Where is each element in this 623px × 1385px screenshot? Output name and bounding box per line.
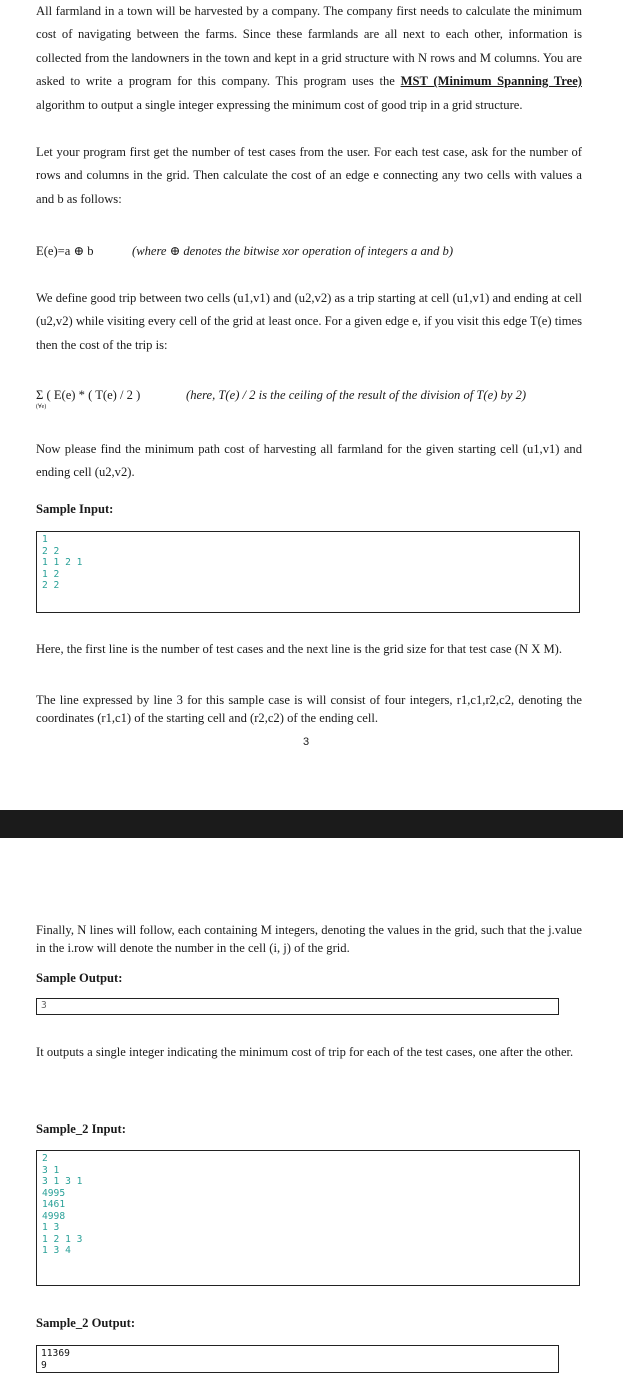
output-description: It outputs a single integer indicating the minimum cost of trip for each of the test cases, one after the other. — [36, 1045, 574, 1059]
sum-expression: Σ ( E(e) * ( T(e) / 2 ) — [36, 388, 141, 402]
ceiling-note: (here, T(e) / 2 is the ceiling of the result of the division of T(e) by 2) — [186, 388, 527, 402]
formula-note: (where ⊕ denotes the bitwise xor operation of integers a and b) — [132, 244, 454, 258]
explain-grid-size: Here, the first line is the number of test cases and the next line is the grid size for that test case (N X M). — [36, 642, 562, 656]
intro-text-end: algorithm to output a single integer expressing the minimum cost of good trip in a grid structure. — [36, 97, 523, 112]
find-paragraph: Now please find the minimum path cost of harvesting all farmland for the given starting cell (u1,v1) and ending cell (u2,v2). — [36, 442, 582, 480]
intro-text: All farmland in a town will be harvested by a company. The company first needs to calculate the minimum cost of navigating between the farms. Since these farmlands are all next to each other, information is collected from the landowners in the town and kept in a grid structure with N rows and M columns. You are asked to write a program for this company. This program uses the — [36, 4, 582, 89]
mst-term: MST (Minimum Spanning Tree) — [400, 74, 582, 89]
sample2-input-code: 2 3 1 3 1 3 1 4995 1461 4998 1 3 1 2 1 3 1 3 4 — [42, 1153, 83, 1256]
sample2-input-heading: Sample_2 Input: — [36, 1122, 126, 1136]
trip-cost-formula — [36, 388, 527, 410]
explain-grid-values: Finally, N lines will follow, each containing M integers, denoting the values in the grid, such that the j.value in the i.row will denote the number in the cell (i, j) of the grid. — [36, 923, 582, 955]
formula-expression: E(e)=a ⊕ b — [36, 244, 94, 258]
sample-output-heading: Sample Output: — [36, 971, 123, 985]
sample2-input-box — [36, 1150, 580, 1286]
explain-coordinates: The line expressed by line 3 for this sample case is will consist of four integers, r1,c1,r2,c2, denoting the coordinates (r1,c1) of the starting cell and (r2,c2) of the ending cell. — [36, 693, 582, 725]
sum-subscript: (∀e) — [36, 404, 47, 410]
sample-input-heading: Sample Input: — [36, 502, 114, 516]
sample-input-code: 1 2 2 1 1 2 1 1 2 2 2 — [42, 534, 83, 591]
test-case-paragraph: Let your program first get the number of test cases from the user. For each test case, ask for the number of rows and columns in the grid. Then calculate the cost of an edge e connecting any two cells with values a and b as follows: — [36, 145, 582, 206]
sample2-output-heading: Sample_2 Output: — [36, 1316, 136, 1330]
sample-input-box — [36, 531, 580, 613]
page-lower — [0, 838, 623, 1385]
page-separator — [0, 810, 623, 838]
good-trip-paragraph: We define good trip between two cells (u1,v1) and (u2,v2) as a trip starting at cell (u1,v1) and ending at cell (u2,v2) while visiting every cell of the grid at least once. For a given edge e, if you visit this edge T(e) times then the cost of the trip is: — [36, 291, 582, 352]
sample2-output-box — [36, 1345, 559, 1373]
sample2-output-code: 11369 9 — [41, 1348, 70, 1371]
sample-output-code: 3 — [41, 1000, 47, 1011]
page-number: 3 — [303, 736, 310, 748]
edge-cost-formula — [36, 243, 454, 259]
sample-output-box — [36, 998, 559, 1015]
intro-paragraph — [36, 0, 582, 117]
